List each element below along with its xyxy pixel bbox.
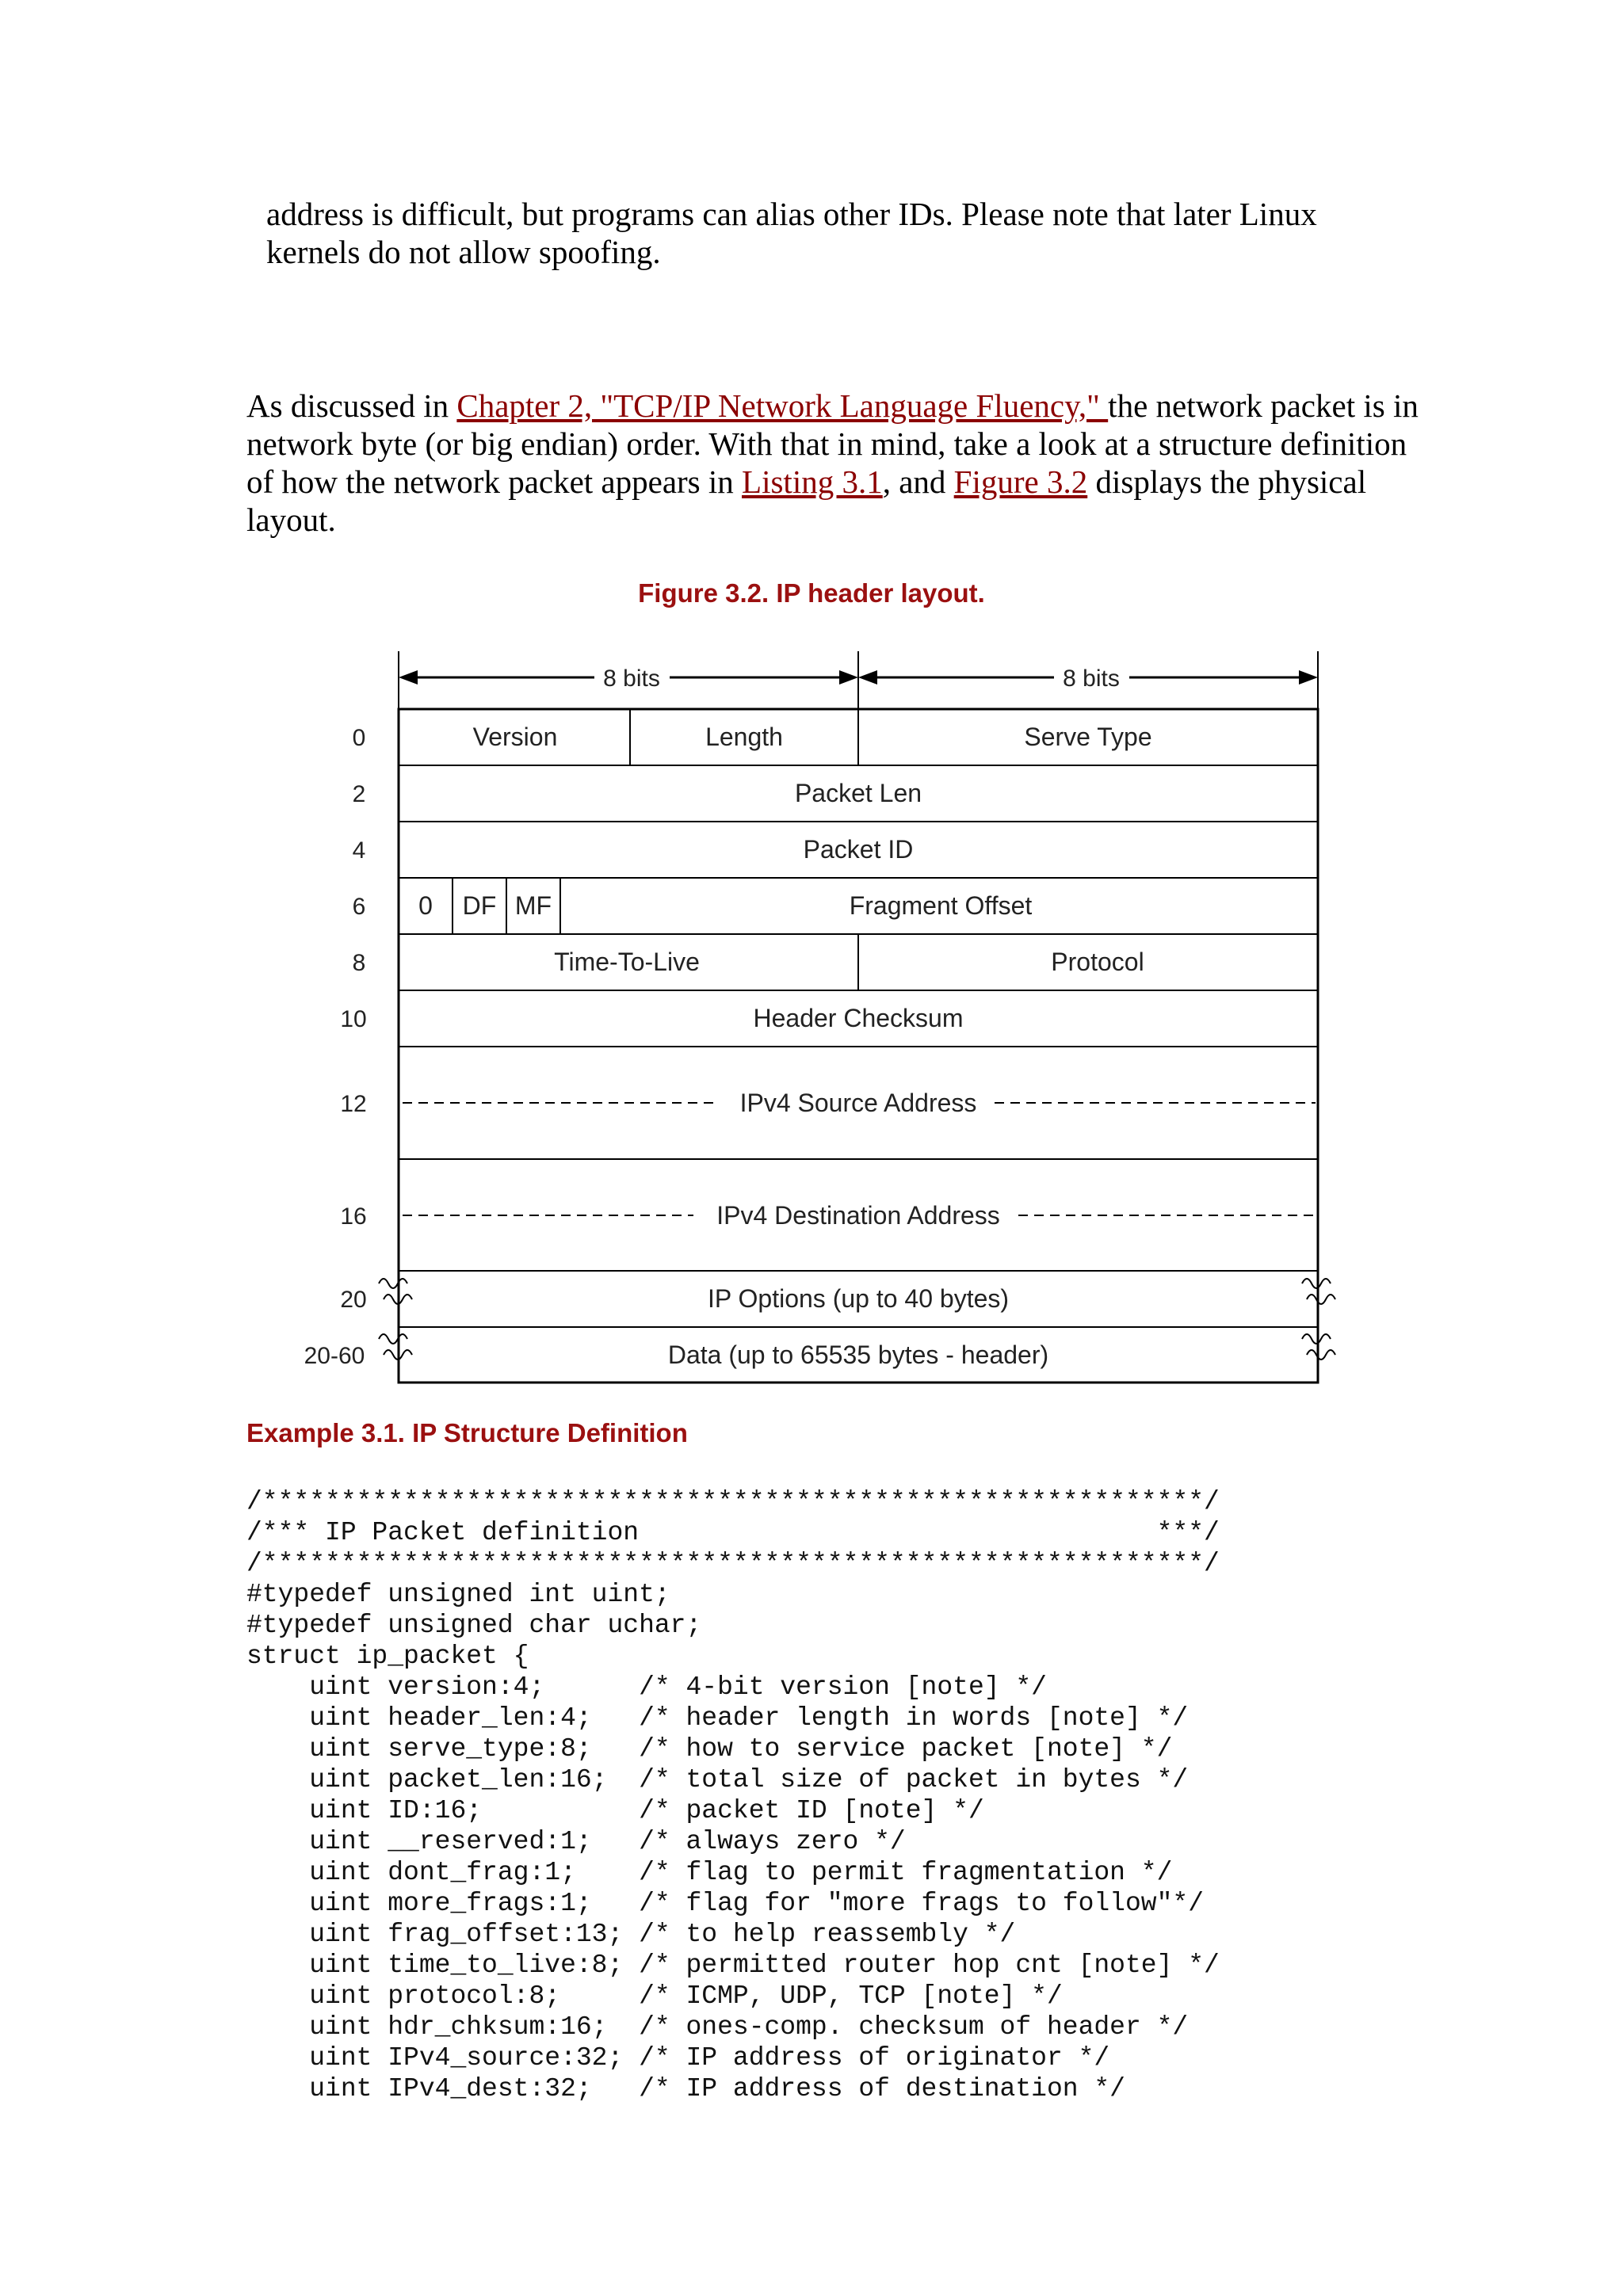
field-destination-address: IPv4 Destination Address [716, 1201, 1000, 1230]
field-fragment-offset: Fragment Offset [849, 891, 1033, 920]
ip-header-diagram [285, 642, 1347, 1394]
field-length: Length [705, 723, 783, 751]
bits-right-label: 8 bits [1063, 666, 1120, 692]
field-data: Data (up to 65535 bytes - header) [667, 1341, 1049, 1369]
figure-caption: Figure 3.2. IP header layout. [638, 578, 985, 608]
bits-left-label: 8 bits [603, 666, 660, 692]
listing-3-1-link[interactable]: Listing 3.1 [742, 463, 883, 500]
field-version: Version [472, 723, 558, 751]
offset-4: 4 [352, 837, 366, 864]
para-text-1: As discussed in [246, 387, 457, 424]
chapter-2-link[interactable]: Chapter 2, "TCP/IP Network Language Fluency," [456, 387, 1109, 424]
example-caption: Example 3.1. IP Structure Definition [246, 1418, 688, 1447]
field-ttl: Time-To-Live [554, 948, 700, 976]
offset-10: 10 [340, 1006, 367, 1032]
field-protocol: Protocol [1051, 948, 1144, 976]
offset-6: 6 [352, 894, 366, 920]
offset-0: 0 [352, 725, 366, 751]
offset-12: 12 [340, 1091, 367, 1117]
flag-zero: 0 [418, 891, 433, 920]
field-source-address: IPv4 Source Address [739, 1089, 977, 1117]
flag-mf: MF [514, 891, 552, 920]
offset-8: 8 [352, 950, 366, 976]
spoofing-note [266, 195, 1407, 271]
para-text-3: , and [882, 463, 954, 500]
flag-df: DF [462, 891, 497, 920]
figure-3-2-link[interactable]: Figure 3.2 [953, 463, 1088, 500]
offset-2: 2 [352, 781, 366, 807]
para-text-4: displays the physical layout. [246, 463, 1367, 538]
field-header-checksum: Header Checksum [753, 1004, 964, 1032]
field-packet-len: Packet Len [794, 779, 922, 807]
field-ip-options: IP Options (up to 40 bytes) [707, 1284, 1010, 1313]
ip-struct-code-listing: /************************************************************/ /*** IP Packet definition ***/ /************************************************************/ #typedef unsigned int uint; #typedef unsigned char uchar; struct ip_packet { uint version:4; /* 4-bit version [note] */ uint header_len:4; /* header length in words [note] */ uint serve_type:8; /* how to service packet [note] */ uint packet_len:16; /* total size of packet in bytes */ uint ID:16; /* packet ID [note] */ uint __reserved:1; /* always zero */ uint dont_frag:1; /* flag to permit fragmentation */ uint more_frags:1; /* flag for "more frags to follow"*/ uint frag_offset:13; /* to help reassembly */ uint time_to_live:8; /* permitted router hop cnt [note] */ uint protocol:8; /* ICMP, UDP, TCP [note] */ uint hdr_chksum:16; /* ones-comp. checksum of header */ uint IPv4_source:32; /* IP address of originator */ uint IPv4_dest:32; /* IP address of destination */ [246, 1487, 1220, 2103]
offset-16: 16 [340, 1203, 367, 1230]
note-line-2: kernels do not allow spoofing. [266, 234, 661, 270]
intro-paragraph [246, 387, 1419, 539]
field-serve-type: Serve Type [1024, 723, 1152, 751]
field-packet-id: Packet ID [803, 835, 914, 864]
note-line-1: address is difficult, but programs can alias other IDs. Please note that later Linux [266, 196, 1317, 232]
offset-20: 20 [340, 1287, 367, 1313]
para-text-2: the network packet is in network byte (or big endian) order. With that in mind, take a look at a structure definition of how the network packet appears in [246, 387, 1419, 500]
offset-20-60: 20-60 [304, 1343, 365, 1369]
